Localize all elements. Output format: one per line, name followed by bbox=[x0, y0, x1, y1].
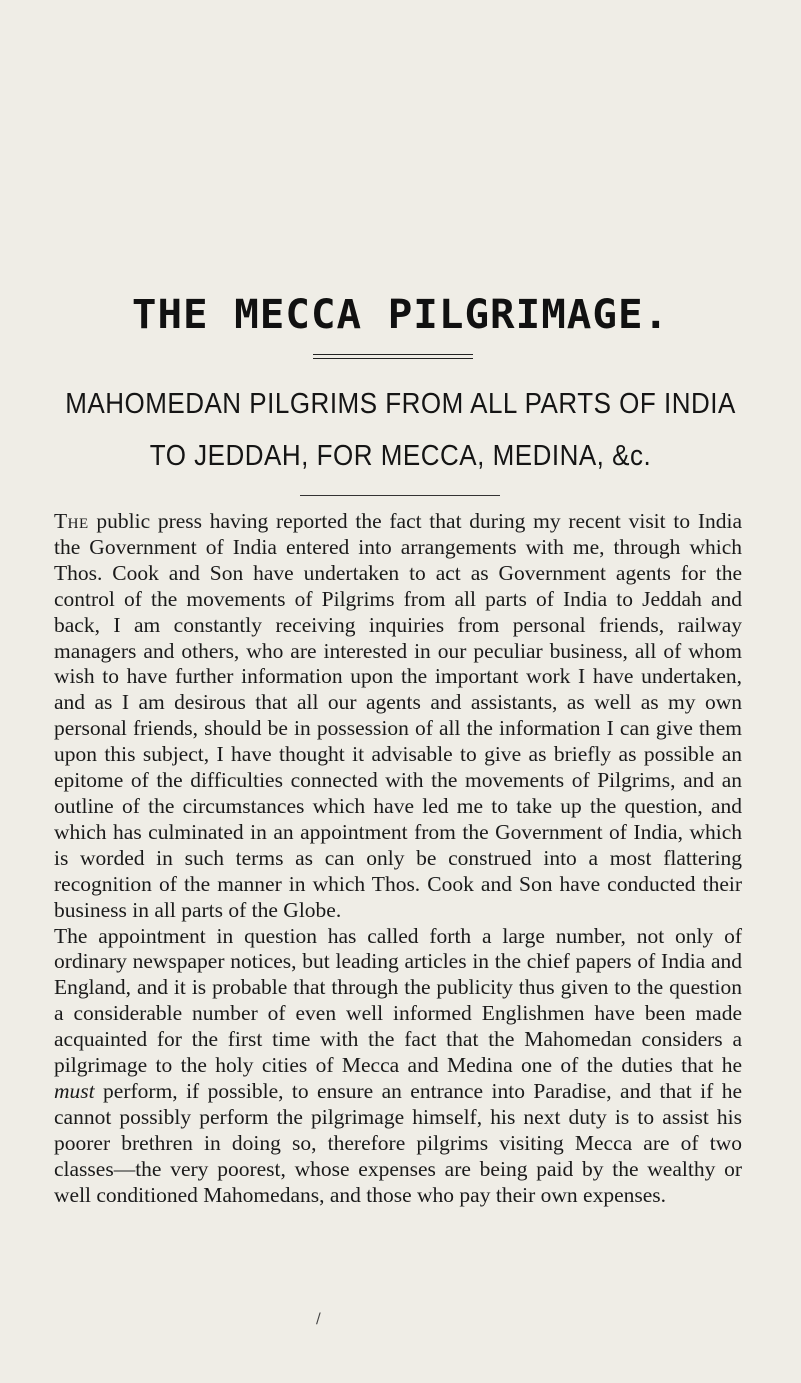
body-text bbox=[54, 509, 742, 1208]
paragraph-1-lead: The bbox=[54, 509, 89, 533]
paragraph-1 bbox=[54, 509, 742, 924]
paragraph-2 bbox=[54, 924, 742, 1209]
paragraph-2-text-b: perform, if possible, to ensure an entrance into Paradise, and that if he cannot possibly perform the pilgrimage himself, his next duty is to assist his poorer brethren in doing so, therefore pilgrims visiting Mecca are of two classes—the very poorest, whose expenses are being paid by the wealthy or well conditioned Mahomedans, and those who pay their own expenses. bbox=[54, 1078, 742, 1207]
paragraph-2-emphasis: must bbox=[54, 1078, 95, 1103]
subtitle-line-1: MAHOMEDAN PILGRIMS FROM ALL PARTS OF INDIA bbox=[65, 386, 736, 420]
section-rule bbox=[300, 495, 500, 496]
subtitle-line-2: TO JEDDAH, FOR MECCA, MEDINA, &c. bbox=[149, 438, 652, 472]
paragraph-1-text: public press having reported the fact that during my recent visit to India the Government of India entered into arrangements with me, through which Thos. Cook and Son have undertaken to act as Government agents for the control of the movements of Pilgrims from all parts of India to Jeddah and back, I am constantly receiving inquiries from personal friends, railway managers and others, who are interested in our peculiar business, all of whom wish to have further information upon the important work I have undertaken, and as I am desirous that all our agents and assistants, as well as my own personal friends, should be in possession of all the information I can give them upon this subject, I have thought it advisable to give as briefly as possible an epitome of the difficulties connected with the movements of Pilgrims, and an outline of the circumstances which have led me to take up the question, and which has culminated in an appointment from the Government of India, which is worded in such terms as can only be construed into a most flattering recognition of the manner in which Thos. Cook and Son have conducted their business in all parts of the Globe. bbox=[54, 509, 742, 922]
paragraph-2-text-a: The appointment in question has called forth a large number, not only of ordinary newspaper notices, but leading articles in the chief papers of India and England, and it is probable that through the publicity thus given to the question a considerable number of even well informed Englishmen have been made acquainted for the first time with the fact that the Mahomedan considers a pilgrimage to the holy cities of Mecca and Medina one of the duties that he bbox=[54, 923, 742, 1078]
title-double-rule bbox=[313, 354, 473, 359]
stray-pen-mark: / bbox=[316, 1311, 321, 1327]
page-title: THE MECCA PILGRIMAGE. bbox=[131, 292, 670, 338]
